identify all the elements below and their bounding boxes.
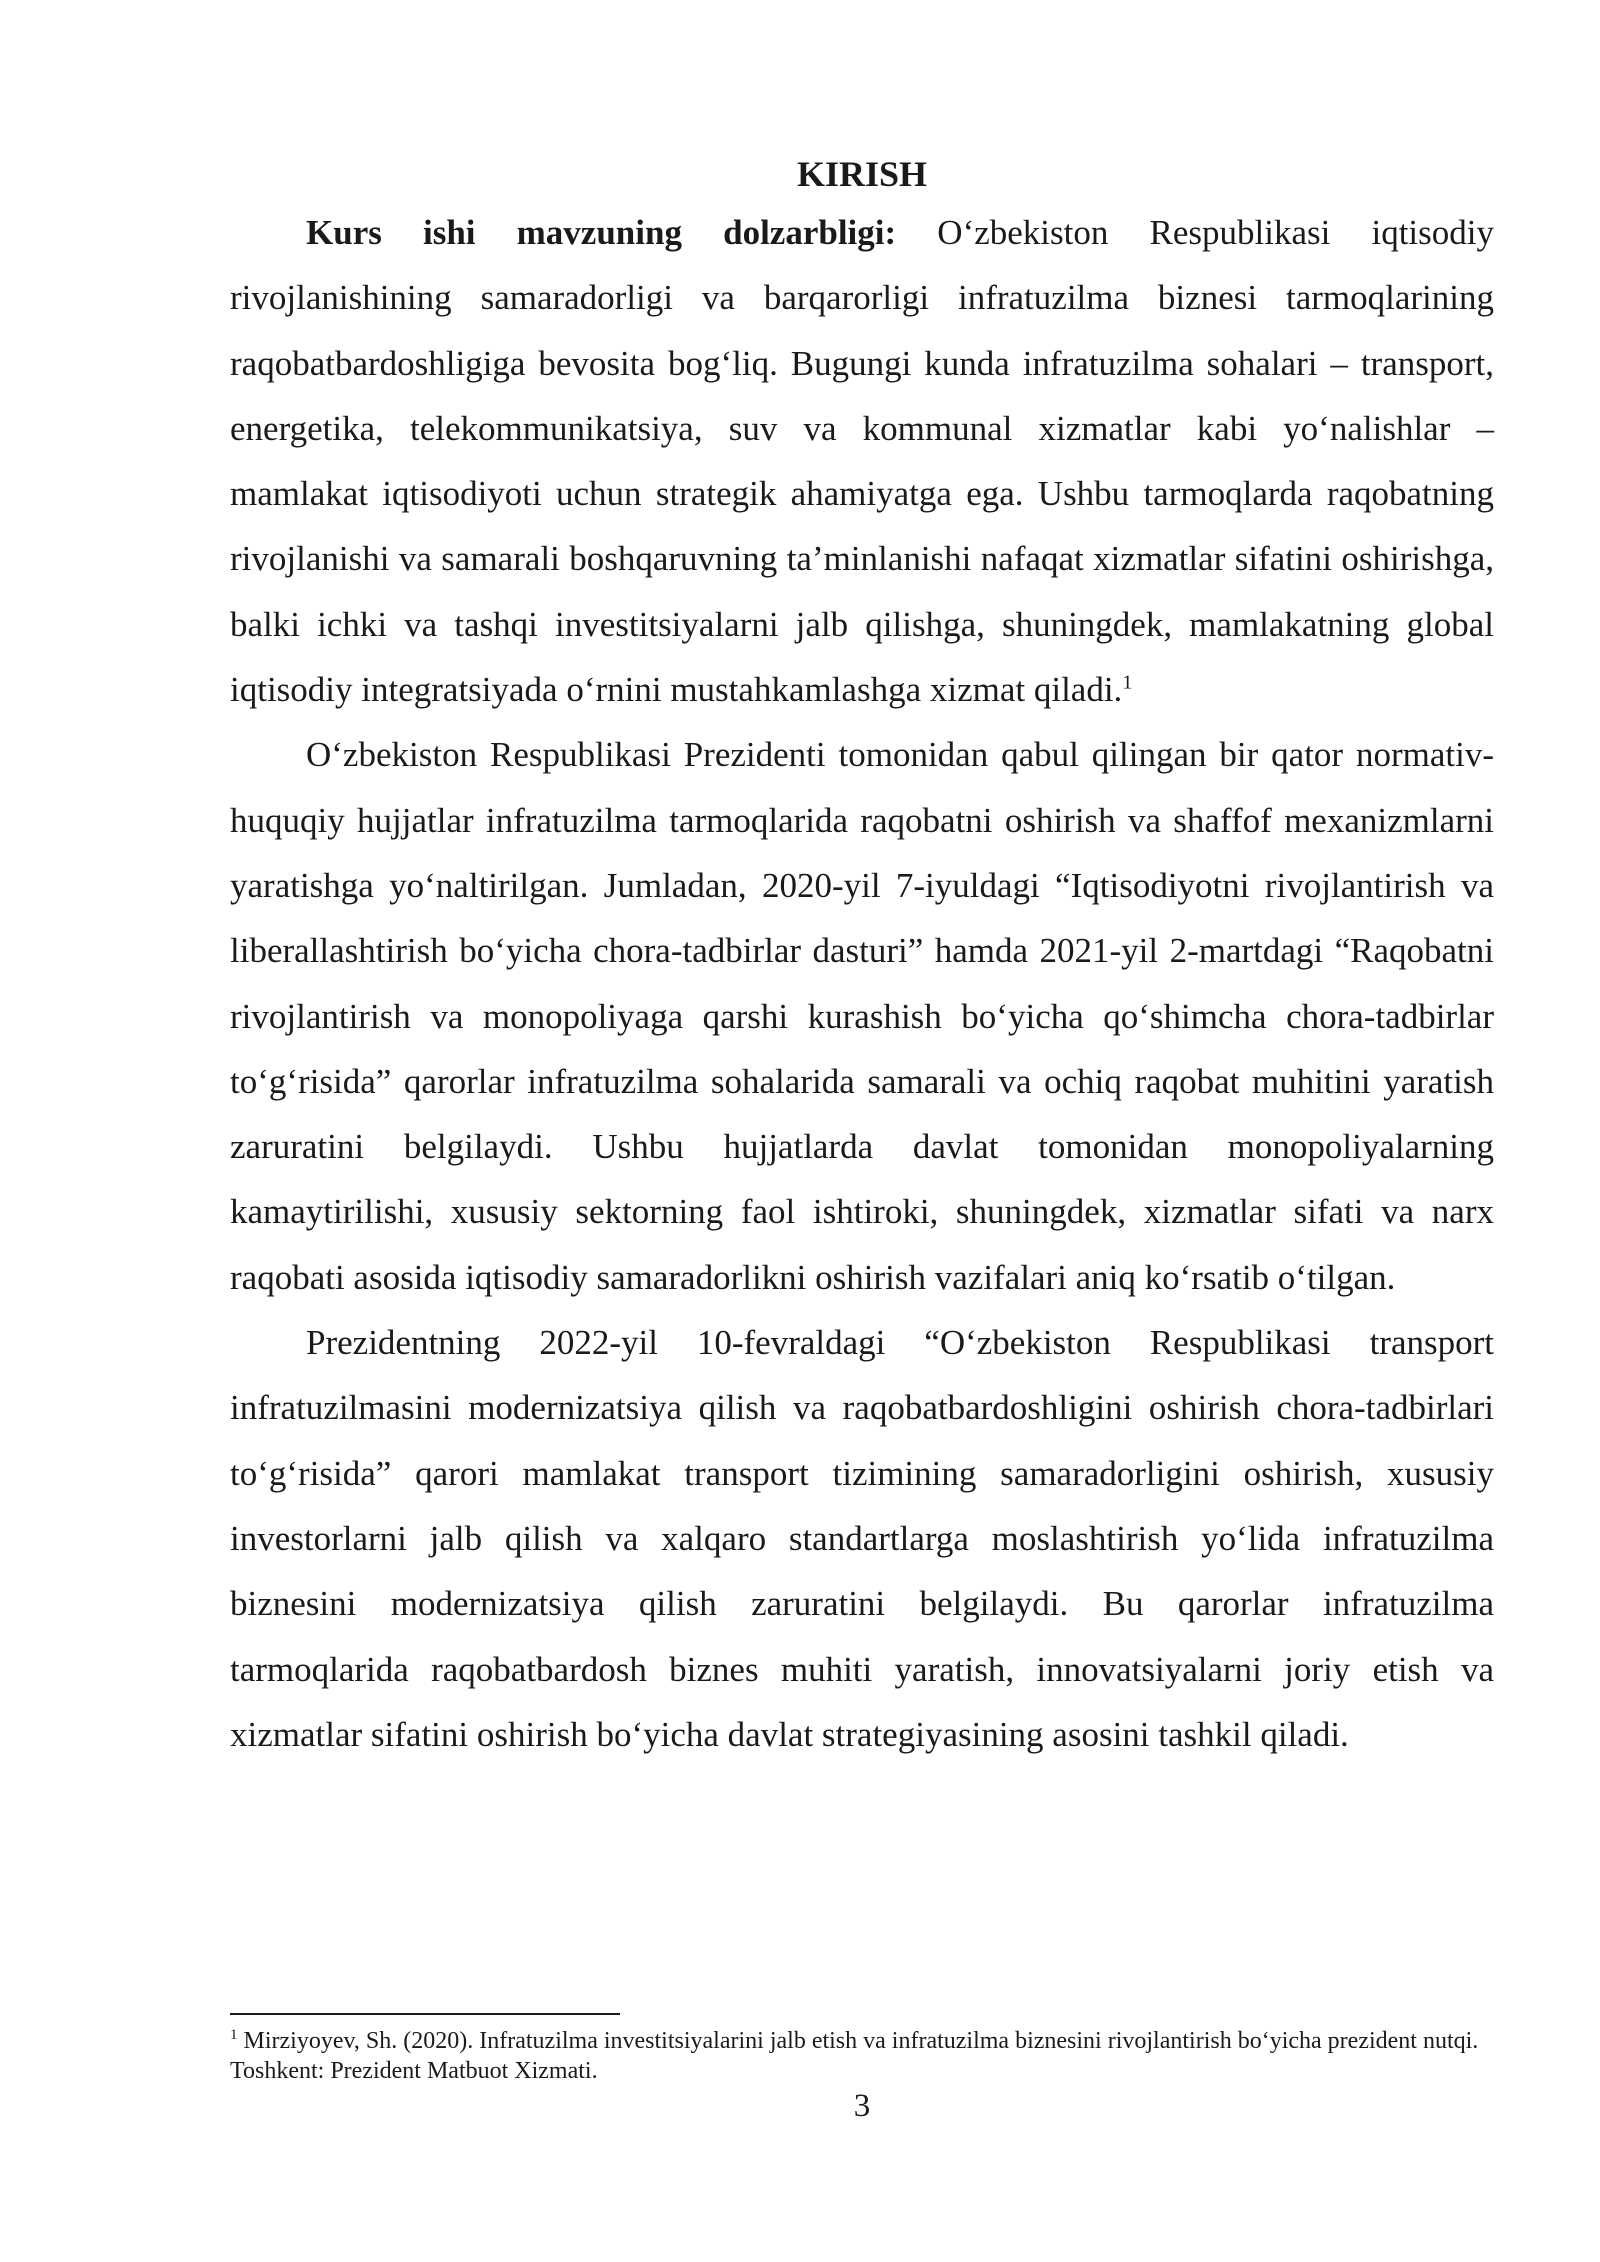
footnote-number: 1 <box>230 2027 238 2043</box>
section-heading: KIRISH <box>796 154 928 194</box>
paragraph-transport-decree: Prezidentning 2022-yil 10-fevraldagi “O‘zbekiston Respublikasi transport infratuzilmasini modernizatsiya qilish va raqobatbardoshligini oshirish chora-tadbirlari to‘g‘risida” qarori mamlakat transport tizimining samaradorligini oshirish, xususiy investorlarni jalb qilish va xalqaro standartlarga moslashtirish yo‘lida infratuzilma biznesini modernizatsiya qilish zaruratini belgilaydi. Bu qarorlar infratuzilma tarmoqlarida raqobatbardosh biznes muhiti yaratish, innovatsiyalarni joriy etish va xizmatlar sifatini oshirish bo‘yicha davlat strategiyasining asosini tashkil qiladi. <box>230 1323 1494 1754</box>
page-number: 3 <box>853 2088 871 2124</box>
footnote-separator <box>230 2013 620 2015</box>
paragraph-text: O‘zbekiston Respublikasi iqtisodiy rivojlanishining samaradorligi va barqarorligi infratuzilma biznesi tarmoqlarining raqobatbardoshligiga bevosita bog‘liq. Bugungi kunda infratuzilma sohalari – transport, energetika, telekommunikatsiya, suv va kommunal xizmatlar kabi yo‘nalishlar – mamlakat iqtisodiyoti uchun strategik ahamiyatga ega. Ushbu tarmoqlarda raqobatning rivojlanishi va samarali boshqaruvning ta’minlanishi nafaqat xizmatlar sifatini oshirishga, balki ichki va tashqi investitsiyalarni jalb qilishga, shuningdek, mamlakatning global iqtisodiy integratsiyada o‘rnini mustahkamlashga xizmat qiladi. <box>230 213 1494 710</box>
footnote <box>230 2026 1494 2086</box>
footnote-text: Mirziyoyev, Sh. (2020). Infratuzilma investitsiyalarini jalb etish va infratuzilma biznesini rivojlantirish bo‘yicha prezident nutqi. Toshkent: Prezident Matbuot Xizmati. <box>230 2028 1479 2084</box>
document-body <box>230 150 1494 1767</box>
footnote-reference[interactable]: 1 <box>1122 671 1133 694</box>
paragraph-regulations: O‘zbekiston Respublikasi Prezidenti tomonidan qabul qilingan bir qator normativ-huquqiy hujjatlar infratuzilma tarmoqlarida raqobatni oshirish va shaffof mexanizmlarni yaratishga yo‘naltirilgan. Jumladan, 2020-yil 7-iyuldagi “Iqtisodiyotni rivojlantirish va liberallashtirish bo‘yicha chora-tadbirlar dasturi” hamda 2021-yil 2-martdagi “Raqobatni rivojlantirish va monopoliyaga qarshi kurashish bo‘yicha qo‘shimcha chora-tadbirlar to‘g‘risida” qarorlar infratuzilma sohalarida samarali va ochiq raqobat muhitini yaratish zaruratini belgilaydi. Ushbu hujjatlarda davlat tomonidan monopoliyalarning kamaytirilishi, xususiy sektorning faol ishtiroki, shuningdek, xizmatlar sifati va narx raqobati asosida iqtisodiy samaradorlikni oshirish vazifalari aniq ko‘rsatib o‘tilgan. <box>230 735 1494 1297</box>
paragraph-relevance <box>230 200 1494 722</box>
paragraph-lead: Kurs ishi mavzuning dolzarbligi: <box>306 213 897 252</box>
